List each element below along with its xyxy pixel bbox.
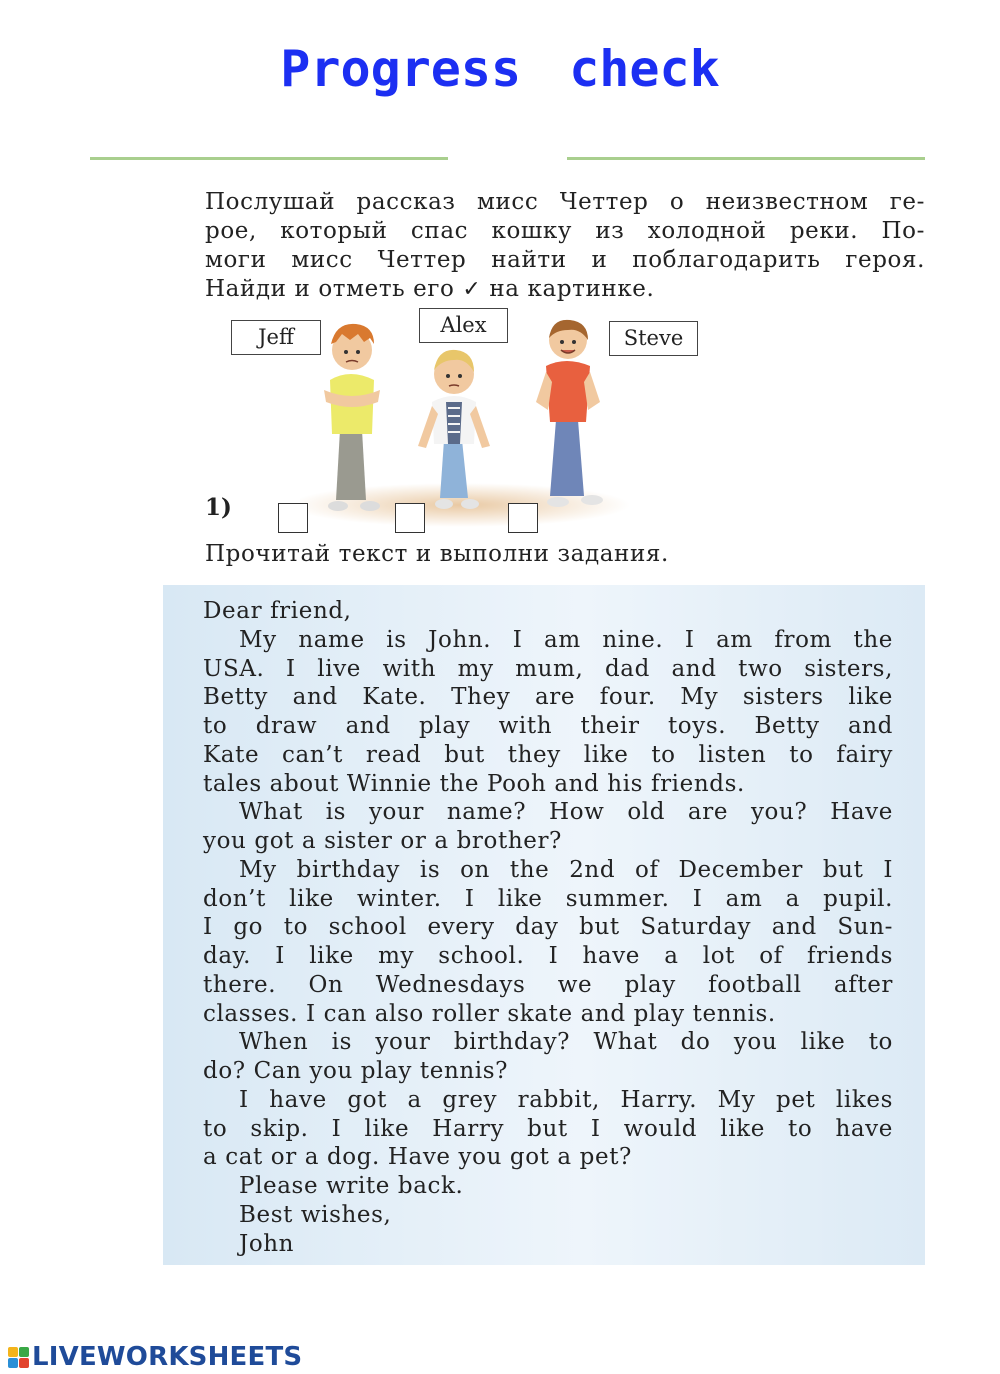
answer-checkbox-steve[interactable] xyxy=(508,503,538,533)
instruction-line: Послушай рассказ мисс Четтер о неизвестном ге- xyxy=(205,189,925,215)
divider-right xyxy=(567,157,925,160)
boys-illustration xyxy=(300,310,630,530)
answer-checkbox-alex[interactable] xyxy=(395,503,425,533)
listening-instruction xyxy=(205,188,925,304)
instruction-line xyxy=(205,275,925,304)
page-title: Progress check xyxy=(280,40,720,98)
letter-line: Please write back. xyxy=(239,1173,464,1199)
jeff-figure xyxy=(324,324,380,511)
letter-line: a cat or a dog. Have you got a pet? xyxy=(203,1144,632,1171)
letter-line: you got a sister or a brother? xyxy=(203,828,562,854)
letter-line: day. I like my school. I have a lot of friends xyxy=(203,943,893,969)
instruction-text: на картинке. xyxy=(489,276,655,302)
letter-line: Best wishes, xyxy=(239,1201,392,1228)
checkmark-icon: ✓ xyxy=(462,277,482,302)
reading-instruction xyxy=(205,540,925,569)
letter-line: don’t like winter. I like summer. I am a pupil. xyxy=(203,885,893,912)
letter-line: I go to school every day but Saturday and Sun- xyxy=(203,914,893,941)
logo-text: LIVEWORKSHEETS xyxy=(32,1342,303,1372)
letter-line: there. On Wednesdays we play football after xyxy=(203,971,893,998)
letter-line: John xyxy=(239,1230,295,1257)
letter-line: USA. I live with my mum, dad and two sisters, xyxy=(203,655,893,682)
letter-line: to draw and play with their toys. Betty and xyxy=(203,713,893,739)
name-label-steve: Steve xyxy=(609,321,698,356)
letter-line: When is your birthday? What do you like to xyxy=(239,1029,893,1056)
letter-text xyxy=(203,597,893,1258)
instruction-text: Найди и отметь его xyxy=(205,276,455,302)
letter-line: My name is John. I am nine. I am from the xyxy=(239,626,893,653)
task-number: 1) xyxy=(205,494,232,521)
instruction-line: Прочитай текст и выполни задания. xyxy=(205,541,669,567)
letter-line: Dear friend, xyxy=(203,598,352,624)
instruction-line: моги мисс Четтер найти и поблагодарить героя. xyxy=(205,247,925,273)
steve-figure xyxy=(536,320,603,507)
name-label-jeff: Jeff xyxy=(231,320,321,355)
letter-line: Betty and Kate. They are four. My sisters like xyxy=(203,684,893,711)
letter-line: tales about Winnie the Pooh and his friends. xyxy=(203,770,745,797)
instruction-line: рое, который спас кошку из холодной реки. По- xyxy=(205,218,925,244)
letter-line: I have got a grey rabbit, Harry. My pet likes xyxy=(239,1086,893,1113)
name-label-alex: Alex xyxy=(419,308,508,343)
letter-line: What is your name? How old are you? Have xyxy=(239,799,893,826)
answer-checkbox-jeff[interactable] xyxy=(278,503,308,533)
letter-line: do? Can you play tennis? xyxy=(203,1058,509,1084)
liveworksheets-logo xyxy=(8,1340,302,1374)
letter-line: Kate can’t read but they like to listen to fairy xyxy=(203,741,893,768)
letter-line: My birthday is on the 2nd of December but I xyxy=(239,856,893,883)
letter-line: classes. I can also roller skate and play tennis. xyxy=(203,1000,776,1027)
logo-icon xyxy=(8,1347,29,1368)
divider-left xyxy=(90,157,448,160)
letter-line: to skip. I like Harry but I would like to have xyxy=(203,1115,893,1142)
